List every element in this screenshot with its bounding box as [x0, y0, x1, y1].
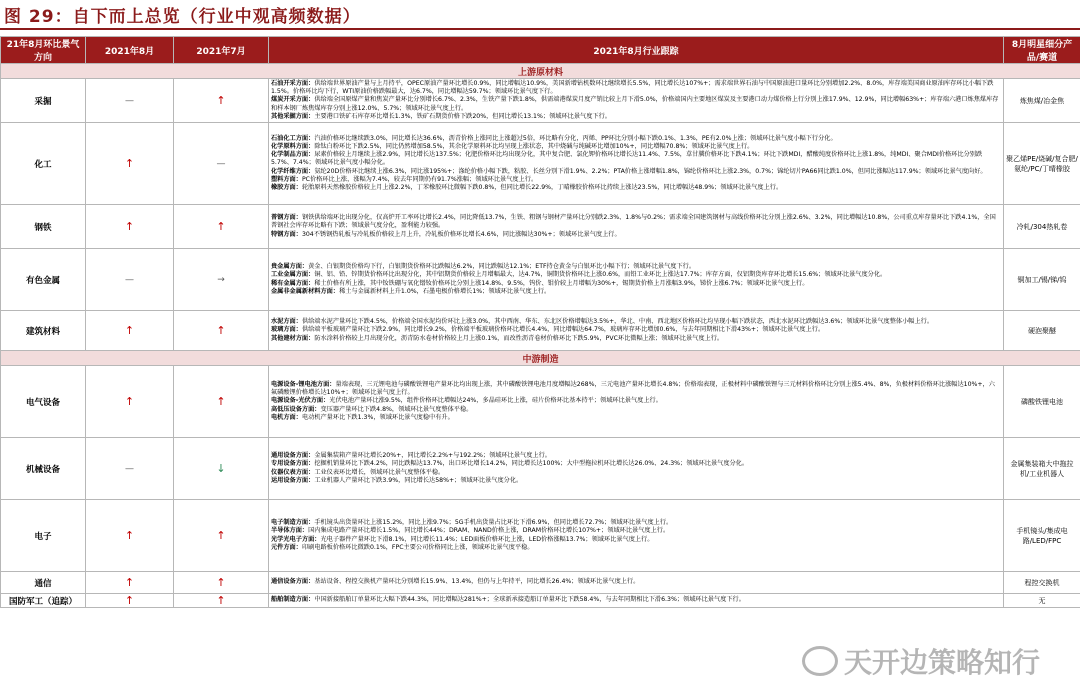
tracking-paragraph — [271, 326, 1001, 334]
section-upstream-label: 上游原材料 — [1, 64, 1080, 79]
industry-name: 机械设备 — [1, 438, 86, 500]
tracking-subsector: 玻璃方面： — [271, 326, 302, 334]
jul-direction: ↑ — [174, 366, 269, 438]
jul-direction: ↑ — [174, 572, 269, 594]
tracking-subsector: 半导体方面： — [271, 527, 309, 535]
tracking-description — [269, 366, 1004, 438]
tracking-text: 手机镜头出货量环比上涨15.2%，同比上涨9.7%；5G手机出货量占比环比下滑6.9%，但同比增长72.7%；领域环比景气度上行。 — [314, 519, 673, 527]
header-aug: 2021年8月 — [86, 37, 174, 64]
tracking-subsector: 光学光电子方面： — [271, 535, 321, 543]
jul-direction: ↑ — [174, 594, 269, 608]
aug-direction: — — [86, 438, 174, 500]
aug-direction: ↑ — [86, 205, 174, 249]
tracking-subsector: 煤炭开采方面： — [271, 96, 315, 104]
tracking-text: 挖掘机销量环比下跌4.2%，同比跌幅达13.7%，出口环比增长14.2%，同比增长达100%；大中型拖拉机环比增长达26.0%、24.3%；领域环比景气度分化。 — [314, 460, 749, 468]
tracking-subsector: 电机方面： — [271, 413, 302, 421]
industry-name: 电气设备 — [1, 366, 86, 438]
bright-product: 冷轧/304热轧卷 — [1004, 205, 1080, 249]
section-midstream — [1, 351, 1080, 366]
header-direction: 21年8月环比景气方向 — [1, 37, 86, 64]
jul-direction: — — [174, 123, 269, 205]
tracking-paragraph — [271, 406, 1001, 414]
jul-direction: ↑ — [174, 311, 269, 351]
tracking-subsector: 专用设备方面： — [271, 460, 315, 468]
tracking-subsector: 石油开采方面： — [271, 79, 315, 87]
tracking-text: 变压器产量环比下跌4.8%，领域环比景气度整体平稳。 — [320, 405, 473, 413]
tracking-description — [269, 311, 1004, 351]
tracking-subsector: 石油化工方面： — [271, 134, 315, 142]
tracking-paragraph — [271, 381, 1001, 397]
tracking-subsector: 水泥方面： — [271, 318, 302, 326]
figure-title — [0, 0, 1080, 30]
table-row — [1, 123, 1080, 205]
tracking-text: 量端表现，三元锂电池与磷酸铁锂电产量环比均出现上涨，其中磷酸铁锂电池月度增幅达268%，三元电池产量环比增长4.8%；价格端表现，正极材料中磷酸铁锂与三元材料价格环比分别上涨5.4%、8%，负极材料价格环比涨幅达10%+，六氟磷酸锂价格增长达10%+；领域环比景气度上行。 — [271, 380, 995, 397]
tracking-description — [269, 500, 1004, 572]
tracking-paragraph — [271, 80, 1001, 96]
tracking-paragraph — [271, 536, 1001, 544]
tracking-text: 稀土价格有所上涨，其中钕铁硼与氧化镨钕价格环比分别上涨14.8%、9.5%，钨价、钼价较上月增幅为30%+，锡期货价格上月涨幅3.9%，锑价上涨6.7%；领域环比景气度上行。 — [314, 279, 809, 287]
section-upstream — [1, 64, 1080, 79]
tracking-text: 中国新接船舶订单量环比大幅下跌44.3%，同比增幅达281%+；全球新承接造船订单量环比下跌58.4%，与去年同期相比下滑6.3%；领域环比景气度下行。 — [314, 596, 745, 604]
watermark — [802, 641, 1040, 681]
aug-direction: ↑ — [86, 366, 174, 438]
tracking-subsector: 元件方面： — [271, 543, 302, 551]
tracking-description — [269, 594, 1004, 608]
bright-product: 铜加工/锡/锑/钨 — [1004, 249, 1080, 311]
tracking-subsector: 电源设备-锂电池方面： — [271, 380, 336, 388]
tracking-subsector: 金属非金属新材料方面： — [271, 287, 340, 295]
industry-name: 建筑材料 — [1, 311, 86, 351]
bright-product: 手机镜头/集成电路/LED/FPC — [1004, 500, 1080, 572]
tracking-text: 稀土与金属新材料上升1.0%，石墨电极价格增长1%；领域环比景气度上行。 — [339, 287, 551, 295]
tracking-paragraph — [271, 544, 1001, 552]
aug-direction: ↑ — [86, 123, 174, 205]
tracking-paragraph — [271, 460, 1001, 468]
tracking-text: 供给端水泥产量环比下跌4.5%，价格端全国水泥均价环比上涨3.0%，其中西南、华东、东北区价格增幅达3.5%+，华北、中南、西北地区价格环比均呈现小幅下跌状态，西北水泥环比跌幅达3.6%；领域环比景气度整体小幅上行。 — [301, 318, 934, 326]
tracking-description — [269, 123, 1004, 205]
tracking-subsector: 特钢方面： — [271, 230, 302, 238]
industry-name: 电子 — [1, 500, 86, 572]
tracking-text: 印刷电路板价格环比微跌0.1%，FPC主要公司价格同比上涨，领域环比景气度平稳。 — [301, 543, 534, 551]
bright-product: 无 — [1004, 594, 1080, 608]
bright-product: 硬泡聚醚 — [1004, 311, 1080, 351]
tracking-description — [269, 438, 1004, 500]
table-row — [1, 572, 1080, 594]
jul-direction: ↑ — [174, 79, 269, 123]
tracking-text: 供给端平板玻璃产量环比下跌2.9%，同比增长9.2%，价格端平板玻璃价格环比增长4.4%，同比增幅达64.7%，玻璃库存环比增加0.6%，与去年同期相比下滑43%+；领域环比景气度上行。 — [301, 326, 825, 334]
tracking-paragraph — [271, 271, 1001, 279]
tracking-paragraph — [271, 168, 1001, 176]
tracking-text: 电动机产量环比下跌1.3%，领域环比景气度稳中有升。 — [301, 413, 454, 421]
bright-product: 金属集装箱大中拖拉机/工业机器人 — [1004, 438, 1080, 500]
watermark-text: 天开边策略知行 — [843, 646, 1040, 679]
jul-direction: → — [174, 249, 269, 311]
section-midstream-label: 中游制造 — [1, 351, 1080, 366]
tracking-text: 供给端全国原煤产量和焦炭产量环比分别增长6.7%、2.3%，生铁产量下跌1.8%，供需端港煤炭月度产销比较上月下滑5.0%，价格端国内主要地区煤炭及主要港口动力煤价格上行分别上涨17.9%、12.9%，同比增幅63%+；库存端六港口炼焦煤库存和样本钢厂炼焦煤库存分别上涨12.0%、5.7%；领域环比景气度上行。 — [271, 96, 999, 112]
tracking-text: 工业机器人产量环比下跌3.9%，同比增长达58%+；领域环比景气度分化。 — [314, 476, 523, 484]
tracking-subsector: 电源设备-光伏方面： — [271, 397, 330, 405]
tracking-paragraph — [271, 214, 1001, 230]
tracking-text: 尿素价格较上月继续上涨2.9%，同比增长达137.5%；化肥价格环比均出现分化，其中复合肥、氯化钾价格环比增长达11.4%、7.5%，草甘膦价格环比下跌4.1%；环比下跌MDI，醋酸纯度价格环比上涨1.8%，纯MDI、聚合MDI价格环比分别跌5.7%、7.4%；领域环比景气度小幅分化。 — [271, 151, 983, 167]
tracking-text: 除钛白粉环比下跌2.5%，同比仍然增加58.5%，其余化学原料环比均呈现上涨状态，其中烧碱与纯碱环比增加10%+，同比增幅70.8%；领域环比景气度上行。 — [314, 142, 754, 150]
industry-name: 有色金属 — [1, 249, 86, 311]
tracking-paragraph — [271, 335, 1001, 343]
table-row — [1, 205, 1080, 249]
tracking-subsector: 其他建材方面： — [271, 334, 315, 342]
jul-direction: ↑ — [174, 205, 269, 249]
tracking-text: 防水涂料价格较上月出现分化，沥青防水卷材价格较上月上涨0.1%，而改性沥青卷材价格环比下跌5.9%，PVC环比微幅上涨；领域环比景气度上行。 — [314, 334, 724, 342]
tracking-text: 金属集装箱产量环比增长20%+，同比增长2.2%+与192.2%；领域环比景气度上行。 — [314, 452, 551, 460]
jul-direction: ↑ — [174, 500, 269, 572]
tracking-text: 工业仪表环比增长，领域环比景气度整体平稳。 — [314, 468, 445, 476]
tracking-subsector: 普钢方面： — [271, 214, 302, 222]
table-row — [1, 594, 1080, 608]
tracking-subsector: 运用设备方面： — [271, 476, 315, 484]
figure-title-text: 图 29：自下而上总览（行业中观高频数据） — [4, 6, 361, 27]
jul-direction: ↓ — [174, 438, 269, 500]
tracking-description — [269, 79, 1004, 123]
tracking-subsector: 橡胶方面： — [271, 184, 302, 191]
tracking-subsector: 其他采掘方面： — [271, 112, 315, 120]
tracking-subsector: 仪器仪表方面： — [271, 468, 315, 476]
tracking-text: 主要港口铁矿石库存环比增长1.3%，铁矿石期货价格下跌20%，但同比增长13.1%；领域环比景气度下行。 — [314, 112, 611, 120]
tracking-text: 汽油价格环比继续跌3.0%，同比增长达36.6%，沥青价格上涨同比上涨超过5倍，环比略有分化，丙烯、PP环比分别小幅下跌0.1%、1.3%，PE有2.0%上涨；领域环比景气度小幅下行分化。 — [314, 134, 837, 142]
table-row — [1, 311, 1080, 351]
tracking-description — [269, 205, 1004, 249]
tracking-subsector: 贵金属方面： — [271, 263, 309, 271]
header-jul: 2021年7月 — [174, 37, 269, 64]
tracking-subsector: 稀有金属方面： — [271, 279, 315, 287]
table-row — [1, 500, 1080, 572]
tracking-subsector: 化学制品方面： — [271, 151, 315, 159]
header-tracking: 2021年8月行业跟踪 — [269, 37, 1004, 64]
tracking-subsector: 船舶制造方面： — [271, 596, 315, 604]
bright-product: 磷酸铁锂电池 — [1004, 366, 1080, 438]
industry-overview-table — [0, 36, 1080, 608]
tracking-paragraph — [271, 288, 1001, 296]
tracking-paragraph — [271, 113, 1001, 121]
tracking-subsector: 化学纤维方面： — [271, 167, 315, 175]
tracking-paragraph — [271, 151, 1001, 167]
tracking-text: 304不锈钢热轧板与冷轧板价格较上月上升，冷轧板价格环比增长4.6%，同比涨幅达30%+；领域环比景气度上行。 — [301, 230, 621, 238]
tracking-text: 光伏电池产量环比涨9.5%，组件价格环比增幅达24%，多晶硅环比上涨，硅片价格环比基本持平；领域环比景气度上行。 — [329, 397, 662, 405]
tracking-subsector: 电子制造方面： — [271, 519, 315, 527]
tracking-paragraph — [271, 96, 1001, 112]
tracking-text: 光电子器件产量环比下滑8.1%，同比增长11.4%；LED面板价格环比上涨，LED价格涨幅13.7%；领域环比景气度上行。 — [320, 535, 654, 543]
aug-direction: ↑ — [86, 594, 174, 608]
header-bright: 8月明星细分产品/赛道 — [1004, 37, 1080, 64]
tracking-subsector: 高低压设备方面： — [271, 405, 321, 413]
tracking-description — [269, 572, 1004, 594]
industry-name: 化工 — [1, 123, 86, 205]
table-row — [1, 438, 1080, 500]
aug-direction: ↑ — [86, 311, 174, 351]
tracking-paragraph — [271, 176, 1001, 184]
aug-direction: — — [86, 79, 174, 123]
tracking-paragraph — [271, 231, 1001, 239]
tracking-paragraph — [271, 280, 1001, 288]
tracking-subsector: 通信设备方面： — [271, 578, 315, 586]
aug-direction: ↑ — [86, 500, 174, 572]
industry-name: 钢铁 — [1, 205, 86, 249]
industry-name: 国防军工（追踪） — [1, 594, 86, 608]
tracking-paragraph — [271, 143, 1001, 151]
table-row — [1, 366, 1080, 438]
aug-direction: — — [86, 249, 174, 311]
tracking-paragraph — [271, 578, 1001, 586]
tracking-subsector: 通用设备方面： — [271, 452, 315, 460]
tracking-text: 钢铁供给端环比出现分化，仅高炉开工率环比增长2.4%，同比降低13.7%，生铁、粗钢与钢材产量环比分别跌2.3%、1.8%与0.2%；需求端全国建筑钢材与高线价格环比分别上涨2.6%、3.2%，同比增幅达10.8%，公司重点库存量环比下跌4.1%，全国普钢社会库存环比略有下跌；领域景气度分化，盈利能力较强。 — [271, 214, 996, 230]
tracking-paragraph — [271, 397, 1001, 405]
tracking-text: 国内集成电路产量环比增长1.5%，同比增长44%；DRAM、NAND价格上涨，DRAM价格环比增长107%+；领域环比景气度上行。 — [308, 527, 670, 535]
tracking-text: 轮胎原料天然橡胶价格较上月上涨2.2%，丁苯橡胶环比微幅下跌0.8%，但同比增长22.9%，丁晴橡胶价格环比持续上涨达23.5%，同比增幅达48.9%；领域环比景气度上行。 — [301, 184, 783, 191]
tracking-text: 黄金、白银期货价格均下行，白银期货价格环比跌幅达6.2%，同比跌幅达12.1%；ETF持仓黄金与白银环比小幅下行；领域环比景气度下行。 — [308, 263, 696, 271]
tracking-subsector: 工业金属方面： — [271, 271, 315, 279]
table-header-row — [1, 37, 1080, 64]
tracking-subsector: 塑料方面： — [271, 175, 302, 183]
industry-name: 通信 — [1, 572, 86, 594]
tracking-paragraph — [271, 596, 1001, 604]
tracking-text: 供给端世界原油产量与上月持平，OPEC原油产量环比增长0.9%，同比增幅达10.9%，美国新增钻机数环比继续增长5.5%，同比增长达107%+；需求端世界石油与中国原油进口量环比分别增加2.2%、8.0%，库存端美国商业原油库存环比小幅下跌1.5%。价格环比均下行，WTI原油价格跌幅最大，达6.7%，同比增幅达59.7%；领域环比景气度下行。 — [271, 79, 994, 96]
table-row — [1, 249, 1080, 311]
tracking-paragraph — [271, 184, 1001, 192]
tracking-text: PC价格环比上涨，涨幅为7.4%，较去年同期仍有91.7%涨幅；领域环比景气度上行。 — [301, 175, 538, 183]
tracking-paragraph — [271, 414, 1001, 422]
tracking-text: 铜、铝、铅、锌期货价格环比出现分化，其中铝期货价格较上月增幅最大，达4.7%，铜期货价格环比上涨0.6%，而铅工业环比上涨达17.7%；库存方面，仅铝期货库存环比增长15.6%；领域环比景气度分化。 — [314, 271, 887, 279]
industry-name: 采掘 — [1, 79, 86, 123]
tracking-paragraph — [271, 477, 1001, 485]
tracking-text: 基站设备、程控交换机产量环比分别增长15.9%、13.4%，但仍与上年持平，同比增长26.4%；领域环比景气度上行。 — [314, 578, 640, 586]
table-row — [1, 79, 1080, 123]
tracking-paragraph — [271, 135, 1001, 143]
bright-product: 炼焦煤/冶金焦 — [1004, 79, 1080, 123]
tracking-paragraph — [271, 527, 1001, 535]
tracking-description — [269, 249, 1004, 311]
tracking-paragraph — [271, 469, 1001, 477]
aug-direction: ↑ — [86, 572, 174, 594]
tracking-text: 氨纶20D价格环比继续上涨6.3%，同比涨195%+；涤纶价格小幅下跌，粘胶、长丝分别下滑1.9%、2.2%；PTA价格上涨增幅1.8%，锦纶价格环比上涨2.3%，0.7%；锦纶切片PA66同比跌1.0%，但同比涨幅达117.9%；领域环比景气度向好。 — [314, 167, 987, 175]
tracking-subsector: 化学原料方面： — [271, 142, 315, 150]
wechat-icon — [802, 646, 838, 676]
bright-product: 程控交换机 — [1004, 572, 1080, 594]
bright-product: 聚乙烯PE/烧碱/复合肥/氨纶/PC/丁晴橡胶 — [1004, 123, 1080, 205]
